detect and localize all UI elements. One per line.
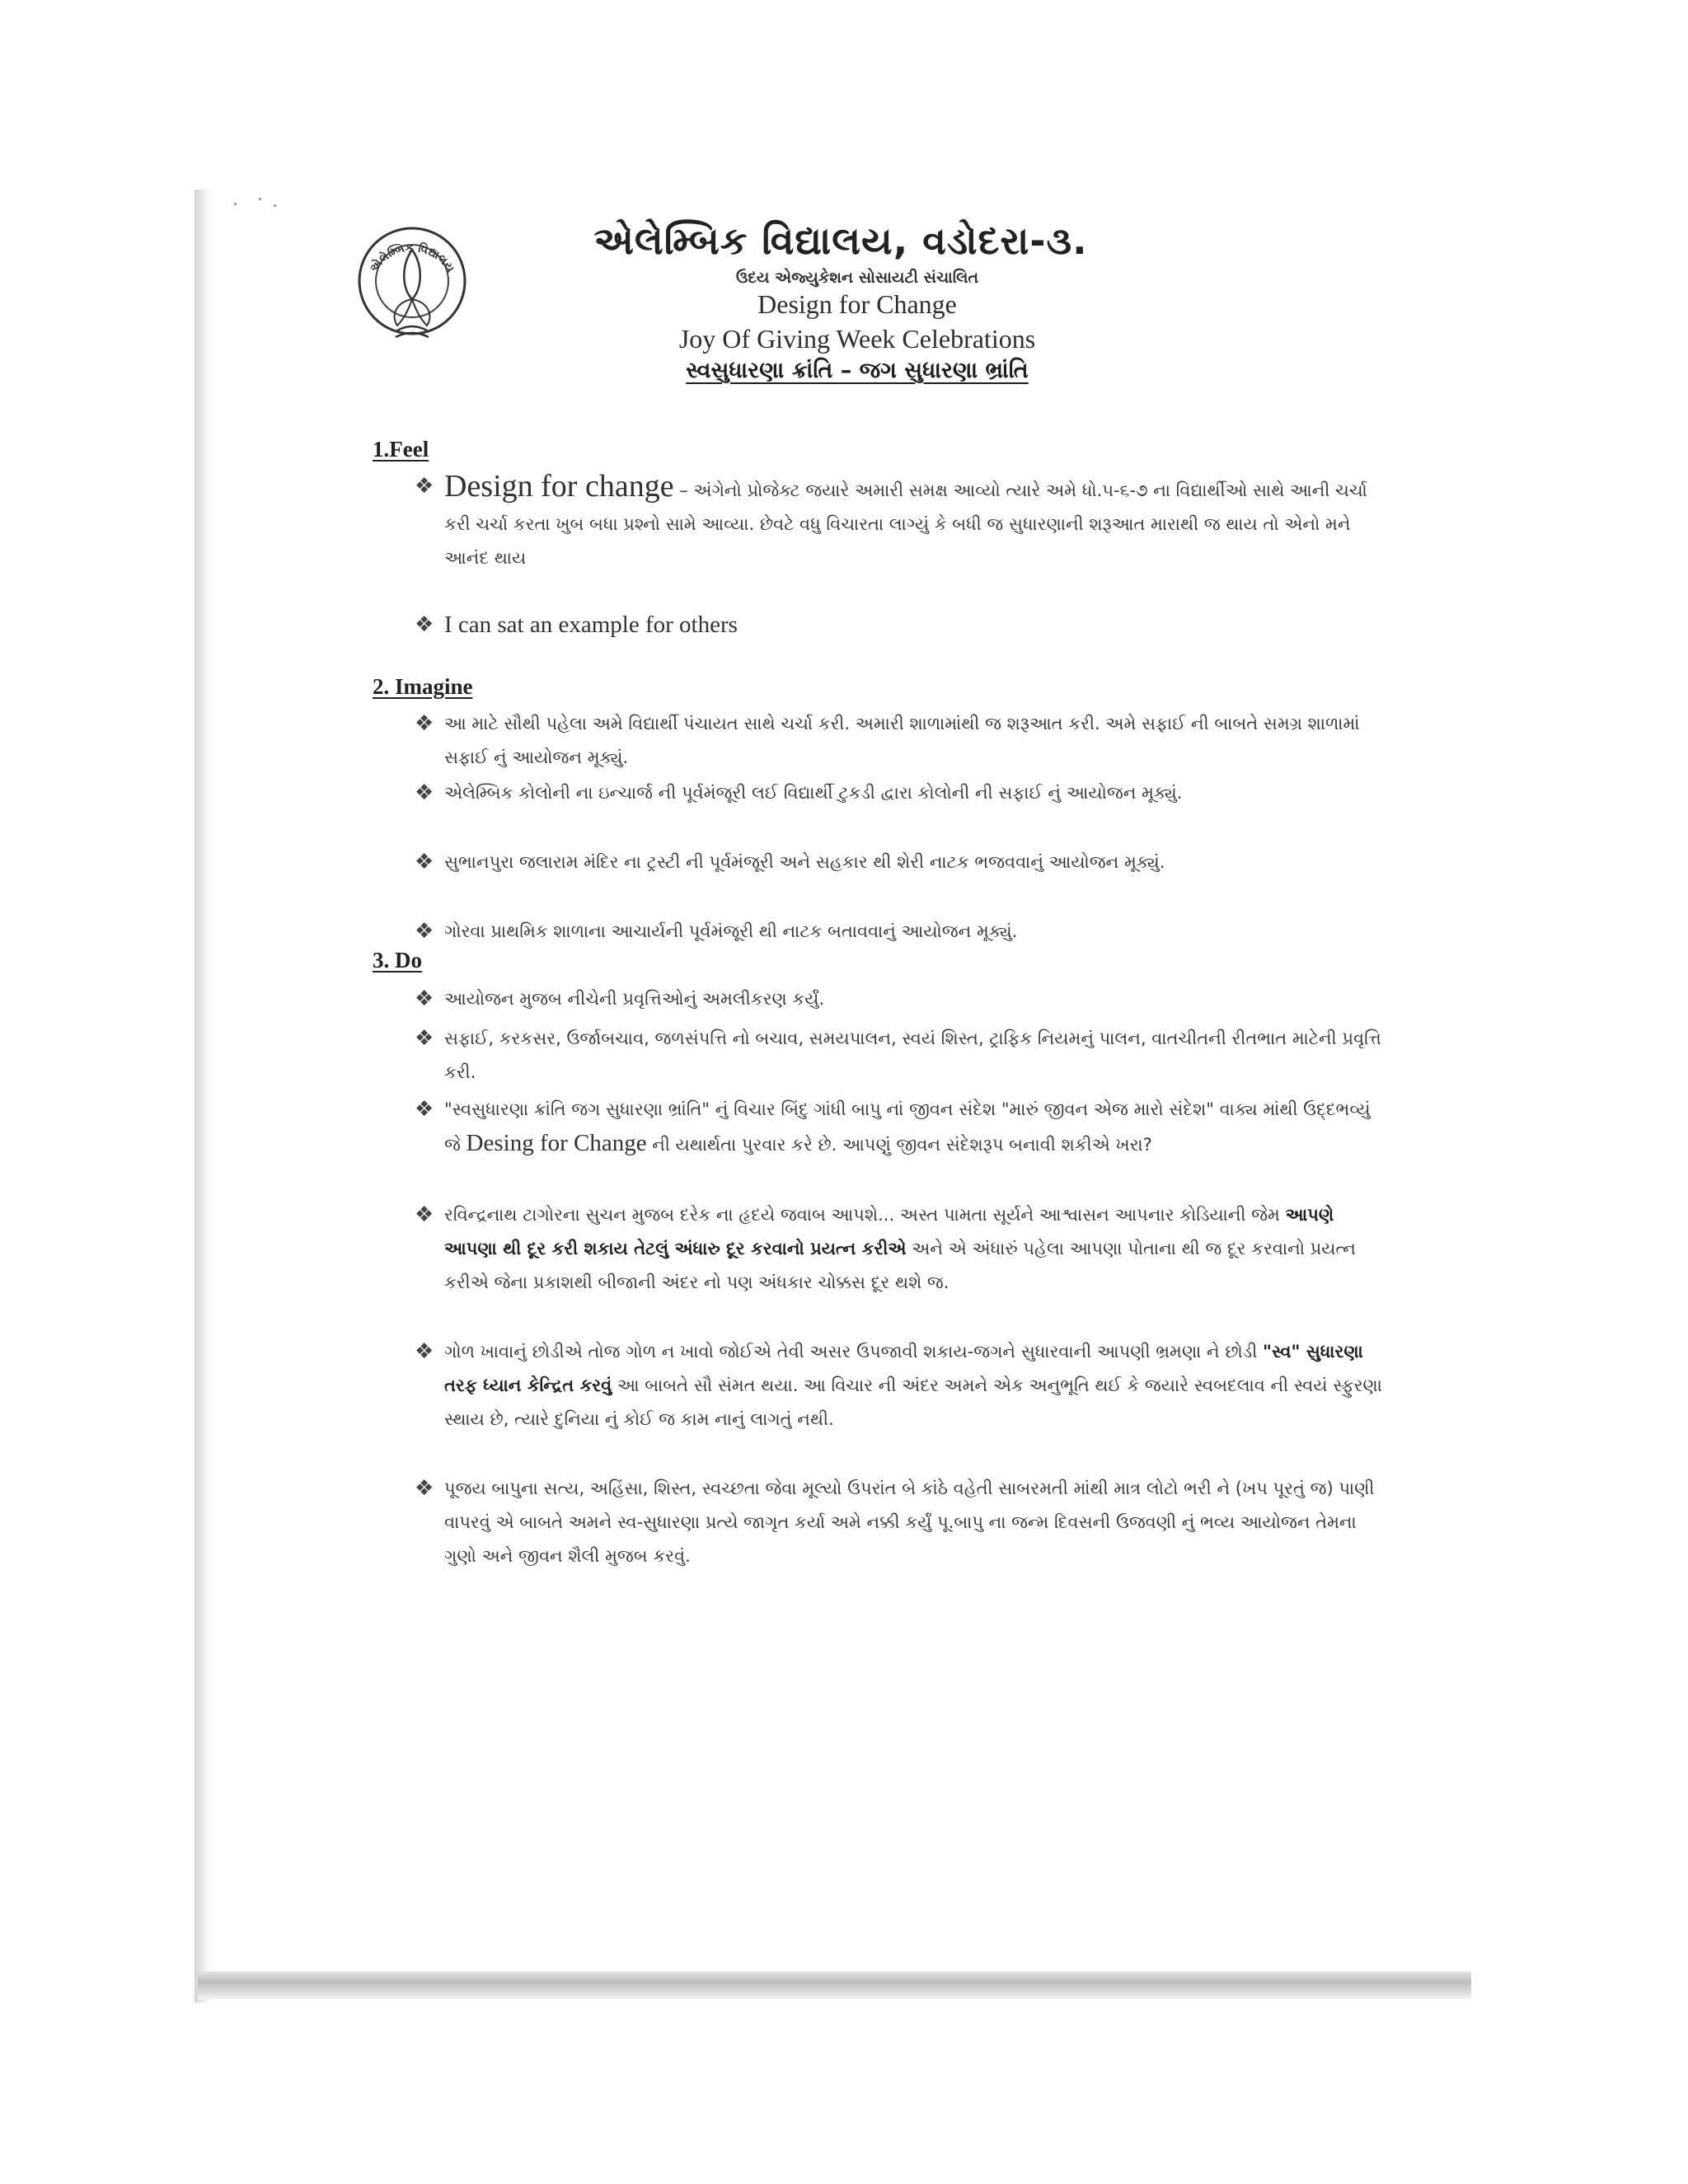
do-item-5-bold: "સ્વ" સુધારણા તરફ ધ્યાન કેન્દ્રિત કરવું [444,1342,1363,1395]
do-item-4-text-b: અને એ અંધારું પહેલા આપણા પોતાના થી જ દૂર કરવાનો પ્રયત્ન કરીએ જેના પ્રકાશથી બીજાની અંદર નો પણ અંધકાર ચોક્કસ દૂર થશે જ. [444,1239,1356,1292]
do-item-4 [415,1198,1384,1300]
imagine-item-2-text: એલેમ્બિક કોલોની ના ઇન્ચાર્જ ની પૂર્વમંજૂરી લઈ વિદ્યાર્થી ટુકડી દ્વારા કોલોની ની સફાઈ નું આયોજન મૂક્યું. [444,783,1183,803]
scan-specks [234,196,292,213]
do-item-2-text: સફાઈ, કરકસર, ઉર્જાબચાવ, જળસંપત્તિ નો બચાવ, સમયપાલન, સ્વયં શિસ્ત, ટ્રાફિક નિયમનું પાલન, વાતચીતની રીતભાત માટેની પ્રવૃત્તિ કરી. [444,1029,1381,1082]
diamond-bullet-icon: ❖ [415,711,434,736]
diamond-bullet-icon: ❖ [415,780,434,805]
diamond-bullet-icon: ❖ [415,850,434,874]
diamond-bullet-icon: ❖ [415,1026,434,1051]
diamond-bullet-icon: ❖ [415,1339,434,1364]
diamond-bullet-icon: ❖ [415,919,434,944]
subtitle-joy-of-giving: Joy Of Giving Week Celebrations [678,324,1036,354]
motto: સ્વસુધારણા ક્રાંતિ – જગ સુધારણા ભ્રાંતિ [686,358,1029,383]
imagine-item-2 [415,776,1384,810]
do-item-4-bold: આપણે આપણા થી દૂર કરી શકાય તેટલું અંધારુ દૂર કરવાનો પ્રયત્ન કરીએ [444,1205,1334,1258]
imagine-item-4 [415,915,1384,949]
imagine-item-1 [415,707,1384,775]
svg-text:એલેમ્બિક વિદ્યાલય [366,241,457,274]
school-emblem-icon [354,217,470,353]
do-item-5-text-a: ગોળ ખાવાનું છોડીએ તોજ ગોળ ન ખાવો જોઈએ તેવી અસર ઉપજાવી શકાય-જગને સુધારવાની આપણી ભ્રમણા ને છોડી [444,1342,1264,1361]
do-item-6 [415,1472,1384,1573]
diamond-bullet-icon: ❖ [415,612,434,637]
feel-item-1-lead: Design for change [444,469,674,504]
subtitle-design-for-change: Design for Change [757,289,957,319]
diamond-bullet-icon: ❖ [415,1202,434,1227]
imagine-item-4-text: ગોરવા પ્રાથમિક શાળાના આચાર્યની પૂર્વમંજૂરી થી નાટક બતાવવાનું આયોજન મૂક્યું. [444,921,1018,941]
imagine-item-1-text: આ માટે સૌથી પહેલા અમે વિદ્યાર્થી પંચાયત સાથે ચર્ચા કરી. અમારી શાળામાંથી જ શરૂઆત કરી. અમે સફાઈ ની બાબતે સમગ્ર શાળામાં સફાઈ નું આયોજન મૂક્યું. [444,714,1360,767]
feel-item-2 [415,608,1384,644]
diamond-bullet-icon: ❖ [415,1097,434,1122]
section-title-feel: 1.Feel [373,437,429,462]
diamond-bullet-icon: ❖ [415,474,434,499]
do-item-4-text-a: રવિન્દ્રનાથ ટાગોરના સુચન મુજબ દરેક ના હૃદયે જવાબ આપશે... અસ્ત પામતા સૂર્યને આશ્વાસન આપનાર કોડિયાની જેમ [444,1205,1286,1225]
do-item-6-text: પૂજય બાપુના સત્ય, અહિંસા, શિસ્ત, સ્વચ્છતા જેવા મૂલ્યો ઉપરાંત બે કાંઠે વહેતી સાબરમતી માંથી માત્ર લોટો ભરી ને (ખપ પૂરતું જ) પાણી વાપરવું એ બાબતે અમને સ્વ-સુધારણા પ્રત્યે જાગૃત કર્યા અમે નક્કી કર્યું પૂ.બાપુ ના જન્મ દિવસની ઉજવણી નું ભવ્ય આયોજન તેમના ગુણો અને જીવન શૈલી મુજબ કરવું. [444,1479,1375,1566]
do-item-3-text-b: ની યથાર્થતા પુરવાર કરે છે. આપણું જીવન સંદેશરૂપ બનાવી શકીએ ખરા? [646,1135,1152,1155]
imagine-item-3-text: સુભાનપુરા જલારામ મંદિર ના ટ્રસ્ટી ની પૂર્વમંજૂરી અને સહકાર થી શેરી નાટક ભજવવાનું આયોજન મૂક્યું. [444,852,1165,872]
feel-item-1-text: – અંગેનો પ્રોજેક્ટ જયારે અમારી સમક્ષ આવ્યો ત્યારે અમે ધો.૫-૬-૭ ના વિદ્યાર્થીઓ સાથે આની ચર્ચા કરી ચર્ચા કરતા ખુબ બધા પ્રશ્નો સામે આવ્યા. છેવટે વધુ વિચારતા લાગ્યું કે બધી જ સુધારણાની શરૂઆત મારાથી જ થાય તો એનો મને આનંદ થાય [444,480,1367,568]
scan-edge-bottom [198,1971,1471,1999]
do-item-2 [415,1022,1384,1090]
document-header [528,216,1187,384]
school-name: એલેમ્બિક વિદ્યાલય, વડોદરા-૩. [593,218,1088,263]
diamond-bullet-icon: ❖ [415,1476,434,1501]
society-line: ઉદય એજ્યુકેશન સોસાયટી સંચાલિત [735,269,979,287]
do-item-1 [415,982,1384,1016]
do-item-3-text-a: "સ્વસુધારણા ક્રાંતિ જગ સુધારણા ભ્રાંતિ" નું વિચાર બિંદુ ગાંધી બાપુ નાં જીવન સંદેશ "મારું જીવન એજ મારો સંદેશ" વાક્ય માંથી ઉદ્દભવ્યું જે [444,1099,1371,1155]
feel-item-2-text: I can sat an example for others [444,612,738,638]
do-item-3 [415,1093,1384,1162]
section-title-imagine: 2. Imagine [373,674,473,699]
feel-item-1 [415,470,1384,575]
emblem-ring-text: એલેમ્બિક વિદ્યાલય [367,241,457,275]
section-title-do: 3. Do [373,948,422,972]
do-item-5 [415,1335,1384,1436]
do-item-5-text-b: આ બાબતે સૌ સંમત થયા. આ વિચાર ની અંદર અમને એક અનુભૂતિ થઈ કે જયારે સ્વબદલાવ ની સ્વયં સ્ફુરણા સ્થાય છે, ત્યારે દુનિયા નું કોઈ જ કામ નાનું લાગતું નથી. [444,1376,1382,1429]
imagine-item-3 [415,846,1384,879]
scan-shadow-left [195,190,213,2003]
do-item-1-text: આયોજન મુજબ નીચેની પ્રવૃત્તિઓનું અમલીકરણ કર્યું. [444,989,825,1009]
do-item-3-eng: Desing for Change [466,1130,647,1156]
diamond-bullet-icon: ❖ [415,987,434,1011]
